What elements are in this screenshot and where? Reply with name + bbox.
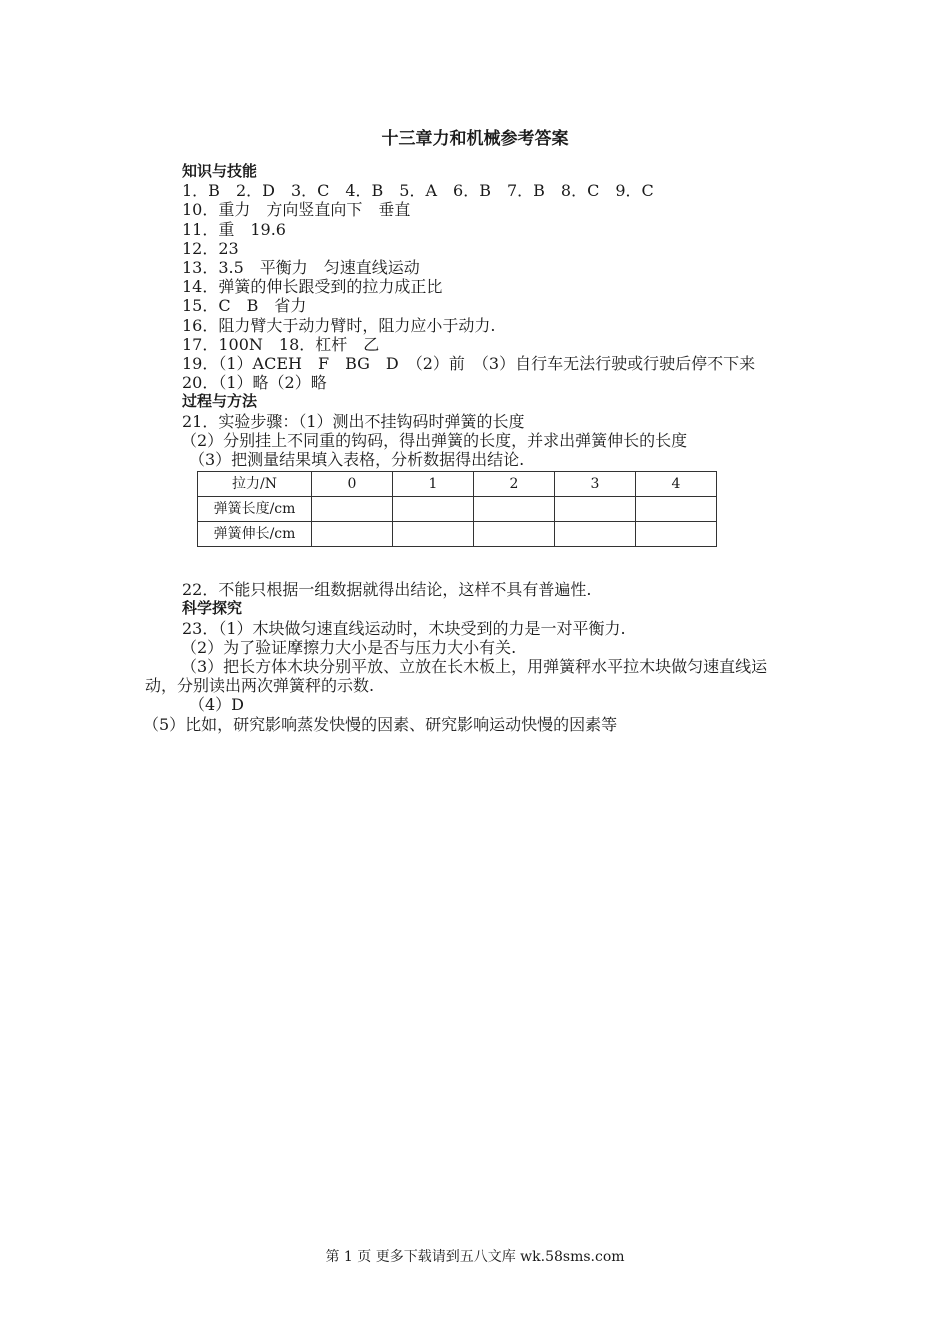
table-cell: [474, 522, 555, 547]
answer-13: 13．3.5 平衡力 匀速直线运动: [182, 258, 420, 278]
page-title: 十三章力和机械参考答案: [381, 129, 569, 149]
table-cell: [393, 522, 474, 547]
answer-23: 23．（1）木块做匀速直线运动时，木块受到的力是一对平衡力.: [182, 618, 626, 638]
answer-19: 19．（1）ACEH F BG D （2）前 （3）自行车无法行驶或行驶后停不下来: [182, 354, 756, 374]
table-header-cell: 0: [312, 472, 393, 497]
table-cell: [393, 497, 474, 522]
section-heading-inquiry: 科学探究: [182, 599, 243, 618]
table-cell: [636, 497, 717, 522]
answer-11: 11．重 19.6: [182, 219, 286, 239]
page-footer: 第 1 页 更多下载请到五八文库 wk.58sms.com: [325, 1249, 625, 1265]
table-header-cell: 2: [474, 472, 555, 497]
answer-23-part3: （3）把长方体木块分别平放、立放在长木板上，用弹簧秤水平拉木块做匀速直线运动，分别读出两次弹簧秤的示数.: [145, 657, 768, 696]
answer-21-step3: （3）把测量结果填入表格，分析数据得出结论.: [189, 450, 525, 470]
table-cell: [636, 522, 717, 547]
table-row: [198, 497, 717, 522]
measurement-table: [197, 471, 717, 547]
table-row-label: 弹簧长度/cm: [198, 497, 312, 522]
answer-22: 22．不能只根据一组数据就得出结论，这样不具有普遍性.: [182, 580, 592, 600]
table-header-cell: 4: [636, 472, 717, 497]
section-heading-process: 过程与方法: [182, 392, 258, 411]
answer-12: 12．23: [182, 238, 239, 258]
section-heading-knowledge: 知识与技能: [182, 162, 258, 180]
answer-16: 16．阻力臂大于动力臂时，阻力应小于动力.: [182, 315, 496, 335]
answer-21: 21．实验步骤：（1）测出不挂钩码时弹簧的长度: [182, 411, 525, 431]
answer-23-part4: （4）D: [189, 695, 245, 715]
answer-21-step2: （2）分别挂上不同重的钩码，得出弹簧的长度，并求出弹簧伸长的长度: [181, 430, 688, 450]
table-header-cell: 拉力/N: [198, 472, 312, 497]
answer-23-part2: （2）为了验证摩擦力大小是否与压力大小有关.: [181, 637, 517, 657]
answer-1-9: 1．B 2．D 3．C 4．B 5．A 6．B 7．B 8．C 9．C: [182, 181, 654, 201]
answer-14: 14．弹簧的伸长跟受到的拉力成正比: [182, 277, 443, 297]
answer-10: 10．重力 方向竖直向下 垂直: [182, 200, 411, 220]
answer-17-18: 17．100N 18．杠杆 乙: [182, 334, 380, 354]
table-cell: [312, 522, 393, 547]
table-header-cell: 1: [393, 472, 474, 497]
table-header-row: [198, 472, 717, 497]
answer-23-part5: （5）比如，研究影响蒸发快慢的因素、研究影响运动快慢的因素等: [143, 714, 618, 734]
table-header-cell: 3: [555, 472, 636, 497]
spacer: [145, 547, 785, 580]
answer-15: 15．C B 省力: [182, 296, 307, 316]
answer-content: [145, 162, 785, 734]
table-cell: [474, 497, 555, 522]
table-row: [198, 522, 717, 547]
table-cell: [555, 522, 636, 547]
answer-20: 20．（1）略（2）略: [182, 373, 327, 393]
table-cell: [312, 497, 393, 522]
table-cell: [555, 497, 636, 522]
table-row-label: 弹簧伸长/cm: [198, 522, 312, 547]
